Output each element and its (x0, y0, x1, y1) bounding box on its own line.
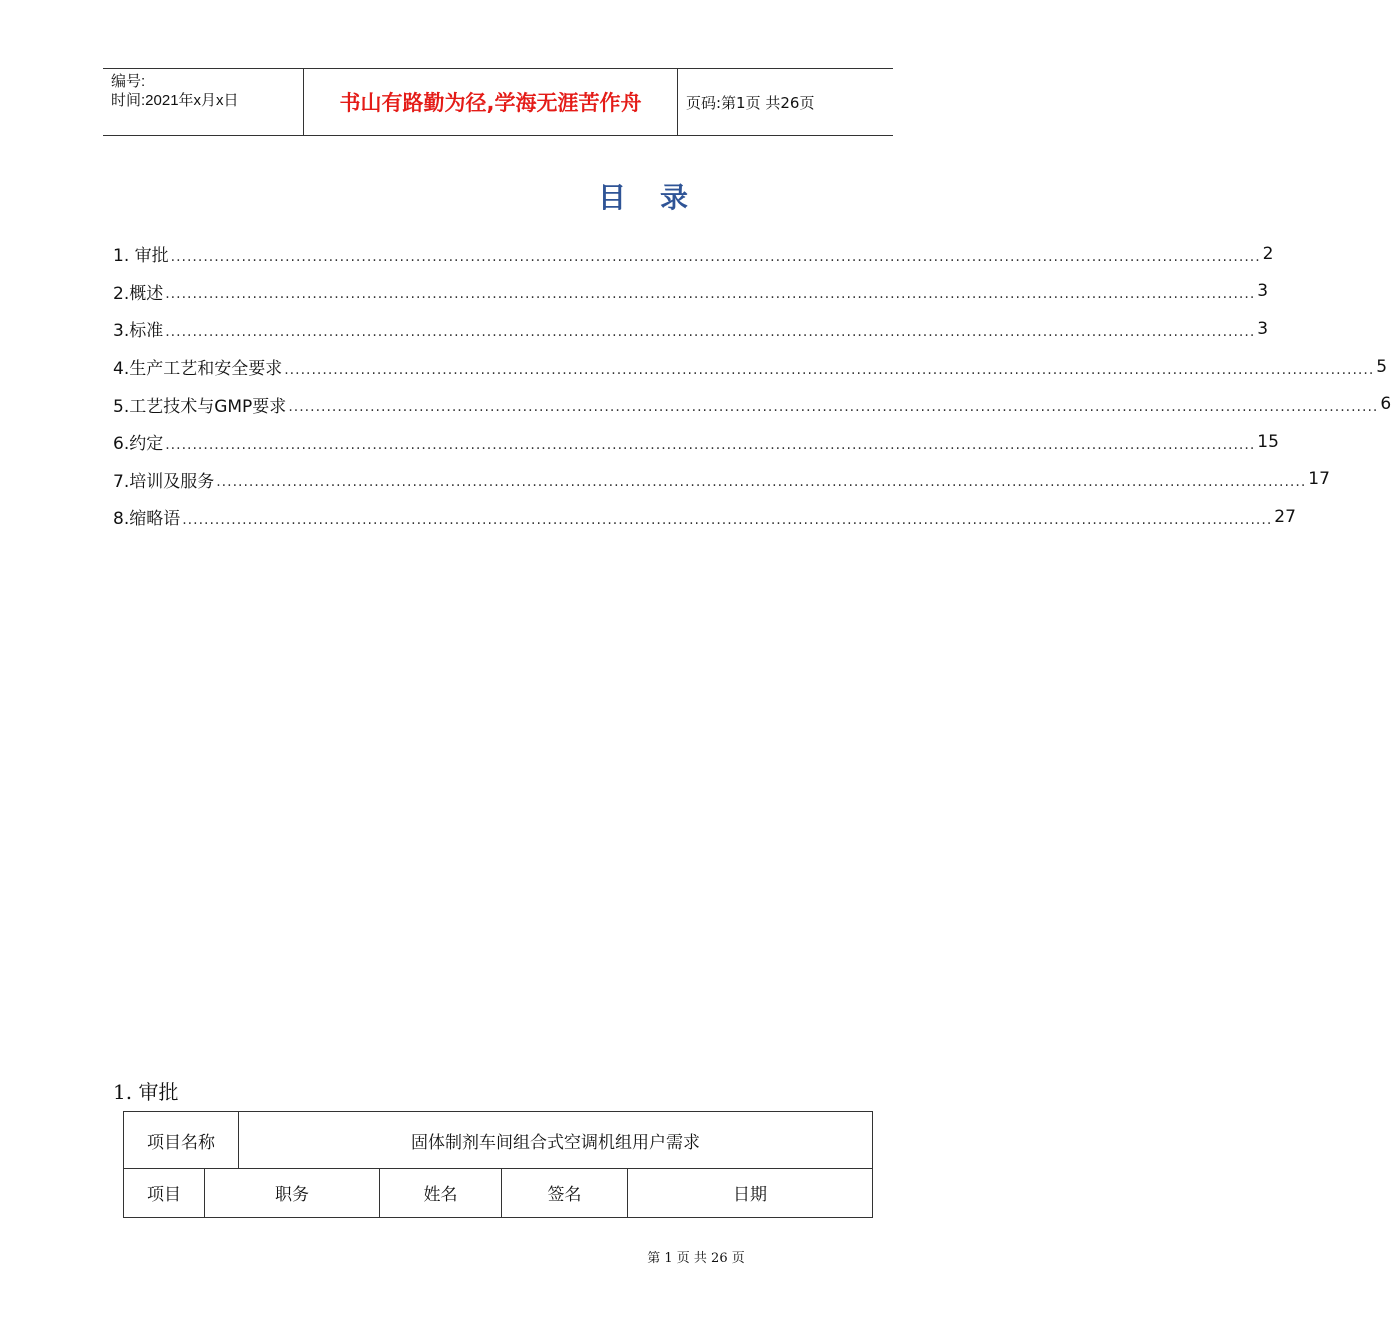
project-name-label: 项目名称 (147, 1132, 215, 1153)
toc-item-label: 6.约定 (113, 434, 164, 455)
table-header-cell (501, 1168, 627, 1217)
page-footer (0, 1247, 950, 1266)
toc-item-page: 6 (1380, 394, 1391, 415)
column-header-date: 日期 (733, 1185, 767, 1205)
header-page-info: 页码:第1页 共26页 (686, 93, 815, 112)
toc-item-label: 4.生产工艺和安全要求 (113, 359, 283, 380)
column-header-name: 姓名 (423, 1185, 458, 1205)
project-name-value: 固体制剂车间组合式空调机组用户需求 (411, 1132, 700, 1153)
toc-item-page: 17 (1308, 469, 1330, 490)
toc-item[interactable] (113, 235, 1274, 273)
table-header-cell (204, 1168, 379, 1217)
toc-title: 目录 (597, 181, 722, 214)
toc-item-label: 7.培训及服务 (113, 471, 215, 492)
document-number-label: 编号: (111, 73, 146, 90)
toc-leader: ........................................................................................................................................................................................................ (165, 436, 1256, 453)
toc-leader: ........................................................................................................................................................................................................ (165, 323, 1256, 340)
table-header-cell (124, 1168, 204, 1217)
toc-leader: ........................................................................................................................................................................................................ (284, 361, 1375, 378)
toc-item-label: 2.概述 (113, 283, 164, 304)
toc-item-label: 1. 审批 (113, 246, 169, 267)
toc-item[interactable] (113, 461, 1330, 499)
section-title: 1. 审批 (113, 1080, 179, 1104)
toc-item[interactable] (113, 348, 1388, 386)
table-header-cell (627, 1168, 872, 1217)
toc-leader: ........................................................................................................................................................................................................ (182, 511, 1273, 528)
toc-item-label: 8.缩略语 (113, 509, 181, 530)
document-time-label: 时间:2021年x月x日 (111, 92, 239, 109)
footer-page-number: 第 1 页 共 26 页 (647, 1251, 745, 1266)
toc-item-page: 2 (1262, 243, 1274, 264)
project-name-label-cell (124, 1112, 238, 1168)
toc-leader: ........................................................................................................................................................................................................ (288, 399, 1379, 416)
table-row (124, 1168, 872, 1217)
toc-leader: ........................................................................................................................................................................................................ (216, 474, 1307, 491)
column-header-position: 职务 (275, 1185, 309, 1205)
table-row (124, 1112, 872, 1169)
toc-item[interactable] (113, 498, 1296, 536)
toc-item-page: 15 (1257, 431, 1279, 452)
project-name-value-cell[interactable] (238, 1112, 872, 1168)
toc-item[interactable] (113, 423, 1279, 461)
page-header (103, 68, 893, 136)
toc-item-label: 3.标准 (113, 321, 164, 342)
table-of-contents (113, 235, 1391, 536)
toc-leader: ........................................................................................................................................................................................................ (170, 248, 1261, 265)
toc-item[interactable] (113, 385, 1391, 423)
approval-table (123, 1111, 873, 1218)
toc-item-label: 5.工艺技术与GMP要求 (113, 396, 287, 417)
toc-leader: ........................................................................................................................................................................................................ (165, 286, 1256, 303)
toc-item[interactable] (113, 273, 1269, 311)
column-header-item: 项目 (147, 1185, 181, 1205)
toc-item-page: 3 (1257, 318, 1269, 339)
header-motto: 书山有路勤为径,学海无涯苦作舟 (339, 91, 642, 115)
header-meta (111, 72, 239, 110)
column-header-signature: 签名 (547, 1185, 582, 1205)
toc-item[interactable] (113, 310, 1269, 348)
table-header-cell (379, 1168, 501, 1217)
toc-item-page: 27 (1274, 506, 1296, 527)
toc-item-page: 3 (1257, 281, 1269, 302)
header-divider (677, 69, 678, 135)
toc-item-page: 5 (1376, 356, 1388, 377)
